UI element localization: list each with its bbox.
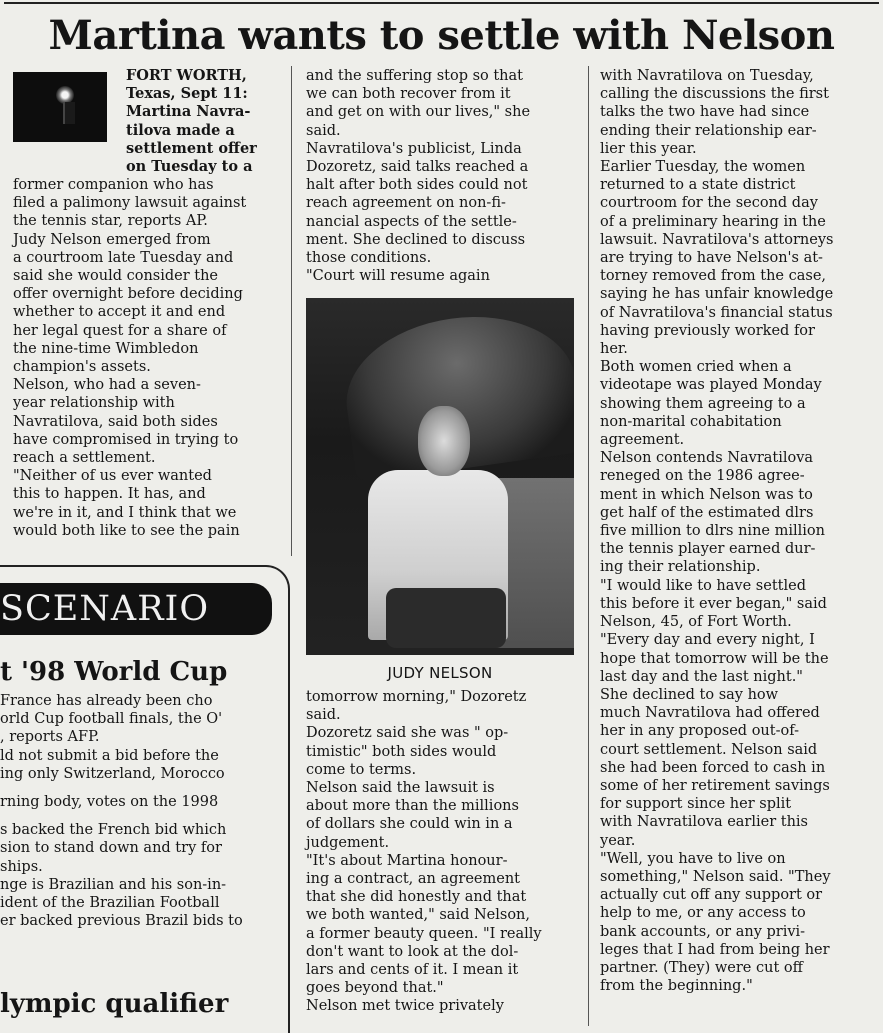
text-line: reach agreement on non-fi- xyxy=(306,195,506,212)
thumbnail-figure xyxy=(63,102,75,124)
text-line: her legal quest for a share of xyxy=(13,322,227,339)
text-line: and get on with our lives," she xyxy=(306,104,531,121)
thumbnail-photo xyxy=(13,72,107,142)
text-line: Texas, Sept 11: xyxy=(126,85,248,103)
headline: Martina wants to settle with Nelson xyxy=(48,12,835,59)
text-line: this to happen. It has, and xyxy=(13,486,206,503)
text-line: France has already been cho xyxy=(0,693,213,709)
text-line: Navratilova, said both sides xyxy=(13,413,218,430)
text-line: much Navratilova had offered xyxy=(600,705,820,722)
text-line: leges that I had from being her xyxy=(600,941,830,958)
text-line: ident of the Brazilian Football xyxy=(0,895,220,912)
text-line: from the beginning." xyxy=(600,978,753,995)
text-line: we're in it, and I think that we xyxy=(13,504,237,521)
text-line: ld not submit a bid before the xyxy=(0,747,219,764)
text-line: help to me, or any access to xyxy=(600,905,806,922)
text-line: torney removed from the case, xyxy=(600,268,827,285)
text-line: goes beyond that." xyxy=(306,980,444,997)
text-line: judgement. xyxy=(306,834,390,851)
text-line: Nelson met twice privately xyxy=(306,998,504,1015)
text-line: FORT WORTH, xyxy=(126,67,247,84)
text-line: a courtroom late Tuesday and xyxy=(13,249,234,266)
scenario-banner xyxy=(0,583,272,635)
text-line: "Well, you have to live on xyxy=(600,850,786,867)
text-line: ending their relationship ear- xyxy=(600,122,817,139)
text-line: this before it ever began," said xyxy=(600,595,827,612)
text-line: on Tuesday to a xyxy=(126,158,253,176)
text-line: last day and the last night." xyxy=(600,668,803,685)
photo-figure-lap xyxy=(386,588,506,648)
text-line: get half of the estimated dlrs xyxy=(600,504,814,521)
text-line: offer overnight before deciding xyxy=(13,286,243,303)
text-line: "Neither of us ever wanted xyxy=(13,468,212,485)
text-line: we both wanted," said Nelson, xyxy=(306,907,530,924)
text-line: year. xyxy=(600,832,636,849)
text-line: ing only Switzerland, Morocco xyxy=(0,765,225,782)
text-line: her. xyxy=(600,341,628,358)
judy-nelson-photo xyxy=(306,298,574,655)
article-column-3 xyxy=(600,67,868,995)
text-line: lier this year. xyxy=(600,140,697,157)
text-line: whether to accept it and end xyxy=(13,304,226,321)
text-line: some of her retirement savings xyxy=(600,777,830,794)
scenario-text xyxy=(0,692,284,930)
text-line: actually cut off any support or xyxy=(600,887,823,904)
text-line: , reports AFP. xyxy=(0,729,100,746)
text-line: timistic" both sides would xyxy=(306,743,497,760)
article-column-2-top xyxy=(306,67,574,285)
text-line: She declined to say how xyxy=(600,686,779,703)
text-line: Nelson contends Navratilova xyxy=(600,450,814,467)
text-line: the nine-time Wimbledon xyxy=(13,340,199,357)
text-line: Both women cried when a xyxy=(600,359,792,376)
text-line: tomorrow morning," Dozoretz xyxy=(306,689,527,705)
scenario-subhead-olympic: lympic qualifier xyxy=(0,989,229,1019)
top-rule xyxy=(4,2,879,4)
text-line: er backed previous Brazil bids to xyxy=(0,913,243,930)
text-line: ing their relationship. xyxy=(600,559,761,576)
text-line: tilova made a xyxy=(126,121,235,139)
text-line: Martina Navra- xyxy=(126,103,251,121)
text-line: said. xyxy=(306,122,341,139)
text-line: lawsuit. Navratilova's attorneys xyxy=(600,231,834,248)
text-line: sion to stand down and try for xyxy=(0,840,222,857)
text-line: ment. She declined to discuss xyxy=(306,231,526,248)
text-line: something," Nelson said. "They xyxy=(600,868,831,885)
text-line: year relationship with xyxy=(13,395,175,412)
text-line: former companion who has xyxy=(13,177,214,193)
text-line: courtroom for the second day xyxy=(600,195,818,212)
text-line: with Navratilova earlier this xyxy=(600,814,808,831)
text-line: a former beauty queen. "I really xyxy=(306,925,542,942)
text-line: rning body, votes on the 1998 xyxy=(0,794,219,811)
text-line: ing a contract, an agreement xyxy=(306,871,520,888)
text-line: agreement. xyxy=(600,432,685,449)
text-line: Nelson, 45, of Fort Worth. xyxy=(600,614,792,631)
text-line: Dozoretz said she was " op- xyxy=(306,725,509,742)
text-line: nge is Brazilian and his son-in- xyxy=(0,876,227,893)
text-line: five million to dlrs nine million xyxy=(600,523,825,540)
text-line: nancial aspects of the settle- xyxy=(306,213,517,230)
text-line: calling the discussions the first xyxy=(600,86,829,103)
text-line: bank accounts, or any privi- xyxy=(600,923,806,940)
text-line: partner. (They) were cut off xyxy=(600,959,803,976)
photo-figure-face xyxy=(418,406,470,476)
text-line: with Navratilova on Tuesday, xyxy=(600,68,814,84)
text-line: "It's about Martina honour- xyxy=(306,852,508,869)
scenario-subhead-world-cup: t '98 World Cup xyxy=(0,657,228,687)
text-line: Nelson said the lawsuit is xyxy=(306,780,495,797)
dateline-block xyxy=(126,67,276,176)
text-line: having previously worked for xyxy=(600,322,815,339)
text-line: saying he has unfair knowledge xyxy=(600,286,834,303)
text-line xyxy=(0,783,284,793)
text-line: settlement offer xyxy=(126,139,257,157)
text-line: are trying to have Nelson's at- xyxy=(600,250,823,267)
text-line: showing them agreeing to a xyxy=(600,395,806,412)
text-line: Navratilova's publicist, Linda xyxy=(306,140,522,157)
column-divider-2 xyxy=(588,66,589,1026)
text-line: "I would like to have settled xyxy=(600,577,806,594)
text-line: videotape was played Monday xyxy=(600,377,822,394)
scenario-banner-text: SCENARIO xyxy=(0,589,210,629)
text-line: her in any proposed out-of- xyxy=(600,723,799,740)
photo-caption: JUDY NELSON xyxy=(387,664,493,682)
text-line: reach a settlement. xyxy=(13,450,156,467)
text-line: the tennis player earned dur- xyxy=(600,541,816,558)
text-line: said. xyxy=(306,707,341,724)
text-line: hope that tomorrow will be the xyxy=(600,650,829,667)
text-line: orld Cup football finals, the O' xyxy=(0,711,223,728)
text-line: that she did honestly and that xyxy=(306,889,527,906)
text-line: would both like to see the pain xyxy=(13,522,240,539)
article-column-1 xyxy=(13,176,276,540)
text-line: talks the two have had since xyxy=(600,104,810,121)
text-line: of a preliminary hearing in the xyxy=(600,213,826,230)
text-line: of Navratilova's financial status xyxy=(600,304,833,321)
text-line: for support since her split xyxy=(600,796,792,813)
text-line: lars and cents of it. I mean it xyxy=(306,962,519,979)
text-line xyxy=(0,811,284,821)
text-line: Dozoretz, said talks reached a xyxy=(306,159,529,176)
text-line: "Every day and every night, I xyxy=(600,632,815,649)
text-line: halt after both sides could not xyxy=(306,177,528,194)
text-line: Nelson, who had a seven- xyxy=(13,377,201,394)
text-line: Earlier Tuesday, the women xyxy=(600,159,806,176)
text-line: filed a palimony lawsuit against xyxy=(13,195,247,212)
text-line: come to terms. xyxy=(306,761,417,778)
text-line: non-marital cohabitation xyxy=(600,413,782,430)
text-line: ment in which Nelson was to xyxy=(600,486,813,503)
text-line: Judy Nelson emerged from xyxy=(13,231,211,248)
text-line: "Court will resume again xyxy=(306,268,490,285)
text-line: and the suffering stop so that xyxy=(306,68,523,84)
text-line: have compromised in trying to xyxy=(13,431,239,448)
text-line: we can both recover from it xyxy=(306,86,511,103)
text-line: ships. xyxy=(0,858,43,875)
text-line: returned to a state district xyxy=(600,177,796,194)
article-column-2-bottom xyxy=(306,688,574,1016)
text-line: reneged on the 1986 agree- xyxy=(600,468,805,485)
text-line: about more than the millions xyxy=(306,798,519,815)
text-line: of dollars she could win in a xyxy=(306,816,513,833)
text-line: don't want to look at the dol- xyxy=(306,943,519,960)
text-line: those conditions. xyxy=(306,250,432,267)
text-line: court settlement. Nelson said xyxy=(600,741,818,758)
text-line: champion's assets. xyxy=(13,359,151,376)
text-line: said she would consider the xyxy=(13,268,219,285)
text-line: s backed the French bid which xyxy=(0,822,227,839)
text-line: the tennis star, reports AP. xyxy=(13,213,208,230)
text-line: she had been forced to cash in xyxy=(600,759,826,776)
column-divider-1 xyxy=(291,66,292,556)
